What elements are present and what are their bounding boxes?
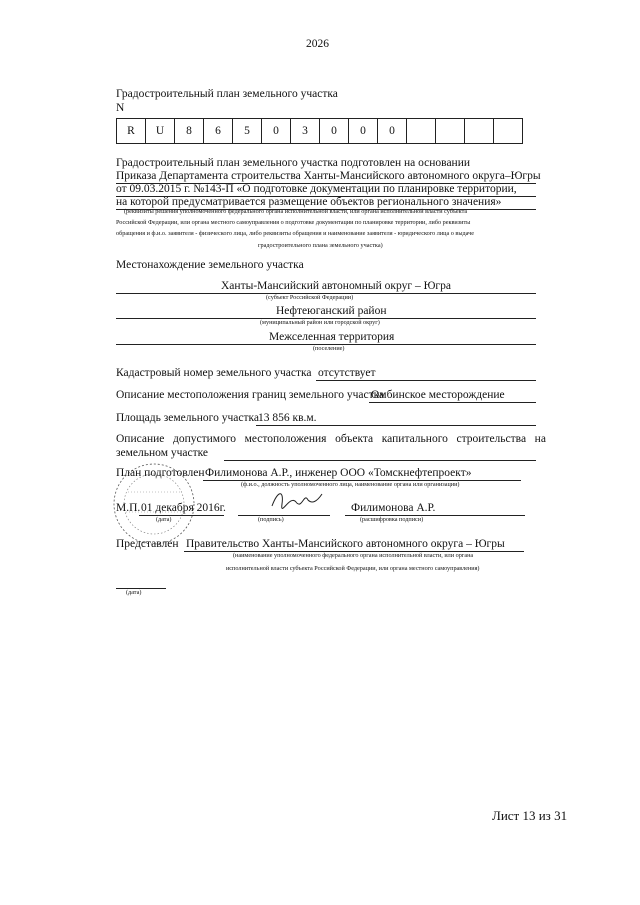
location-subject: Ханты-Мансийский автономный округ – Югра [221, 280, 451, 292]
signature-line [238, 515, 330, 516]
basis-caption-1: (реквизиты решения уполномоченного федерального органа исполнительной власти, или органа исполнительной власти субъекта [124, 208, 468, 215]
basis-caption-2: Российской Федерации, или органа местного самоуправления о подготовке документации по планировке территории, либо реквизиты [116, 219, 471, 226]
number-cell: U [146, 119, 175, 143]
number-cell [494, 119, 522, 143]
date-caption: (дата) [156, 516, 172, 523]
page-top-number: 2026 [306, 38, 329, 50]
settlement-caption: (поселение) [313, 345, 345, 352]
subject-caption: (субъект Российской Федерации) [266, 294, 354, 301]
boundaries-line [369, 402, 536, 403]
presented-value: Правительство Ханты-Мансийского автономного округа – Югры [186, 538, 505, 550]
area-line [256, 425, 536, 426]
number-cell: 5 [233, 119, 262, 143]
placement-word: на [534, 433, 546, 445]
prepared-value: Филимонова А.Р., инженер ООО «Томскнефтепроект» [205, 467, 472, 479]
placement-word: Описание [116, 433, 165, 445]
location-district: Нефтеюганский район [276, 305, 387, 317]
prepared-date: 01 декабря 2016г. [141, 502, 226, 514]
placement-line [224, 460, 536, 461]
cadastral-line [316, 380, 536, 381]
plan-number-cells [116, 118, 523, 144]
placement-line-2: земельном участке [116, 447, 209, 459]
placement-word: допустимого [173, 433, 236, 445]
placement-word: объекта [335, 433, 374, 445]
number-cell [465, 119, 494, 143]
mp-label: М.П. [116, 502, 141, 514]
placement-word: строительства [456, 433, 527, 445]
number-cell: 8 [175, 119, 204, 143]
basis-caption-3: обращения и ф.и.о. заявителя - физического лица, либо реквизиты обращения и наименование заявителя - юридического лица о выдаче [116, 230, 474, 237]
decoding-caption: (расшифровка подписи) [360, 516, 424, 523]
presented-label: Представлен [116, 538, 179, 550]
placement-line-1 [116, 432, 546, 446]
basis-caption-4: градостроительного плана земельного участка) [258, 242, 383, 249]
document-title: Градостроительный план земельного участка [116, 88, 338, 100]
boundaries-label: Описание местоположения границ земельного участка [116, 389, 385, 401]
number-cell: 0 [320, 119, 349, 143]
basis-line-3: от 09.03.2015 г. №143-П «О подготовке документации по планировке территории, [116, 182, 536, 197]
sheet-number: Лист 13 из 31 [492, 808, 568, 823]
cadastral-value: отсутствует [318, 367, 376, 379]
cadastral-label: Кадастровый номер земельного участка [116, 367, 312, 379]
boundaries-value: Омбинское месторождение [371, 389, 505, 401]
basis-line-2: Приказа Департамента строительства Ханты-Мансийского автономного округа–Югры [116, 170, 541, 182]
location-settlement: Межселенная территория [269, 331, 395, 343]
signature-caption: (подпись) [258, 516, 284, 523]
number-cell: 3 [291, 119, 320, 143]
district-caption: (муниципальный район или городской округ) [260, 319, 380, 326]
placement-word: капитального [381, 433, 448, 445]
number-cell [436, 119, 465, 143]
number-cell: 6 [204, 119, 233, 143]
prepared-decoding: Филимонова А.Р. [351, 502, 436, 514]
number-cell [407, 119, 436, 143]
number-prefix: N [116, 102, 125, 114]
presented-date-caption: (дата) [126, 589, 142, 596]
prepared-caption: (ф.и.о., должность уполномоченного лица, наименование органа или организации) [241, 481, 460, 488]
number-cell: 0 [349, 119, 378, 143]
number-cell: 0 [262, 119, 291, 143]
placement-word: местоположения [244, 433, 327, 445]
presented-caption-2: исполнительной власти субъекта Российской Федерации, или органа местного самоуправления) [226, 565, 480, 572]
date-line [139, 515, 224, 516]
location-heading: Местонахождение земельного участка [116, 259, 304, 271]
area-label: Площадь земельного участка [116, 412, 259, 424]
number-cell: R [117, 119, 146, 143]
signature-scribble [268, 486, 328, 514]
basis-line-1: Градостроительный план земельного участка подготовлен на основании [116, 157, 471, 169]
presented-caption-1: (наименование уполномоченного федерального органа исполнительной власти, или органа [233, 552, 474, 559]
number-cell: 0 [378, 119, 407, 143]
basis-line-4: на которой предусматривается размещение объектов регионального значения» [116, 195, 536, 210]
prepared-label: План подготовлен [116, 467, 205, 479]
area-value: 13 856 кв.м. [258, 412, 317, 424]
